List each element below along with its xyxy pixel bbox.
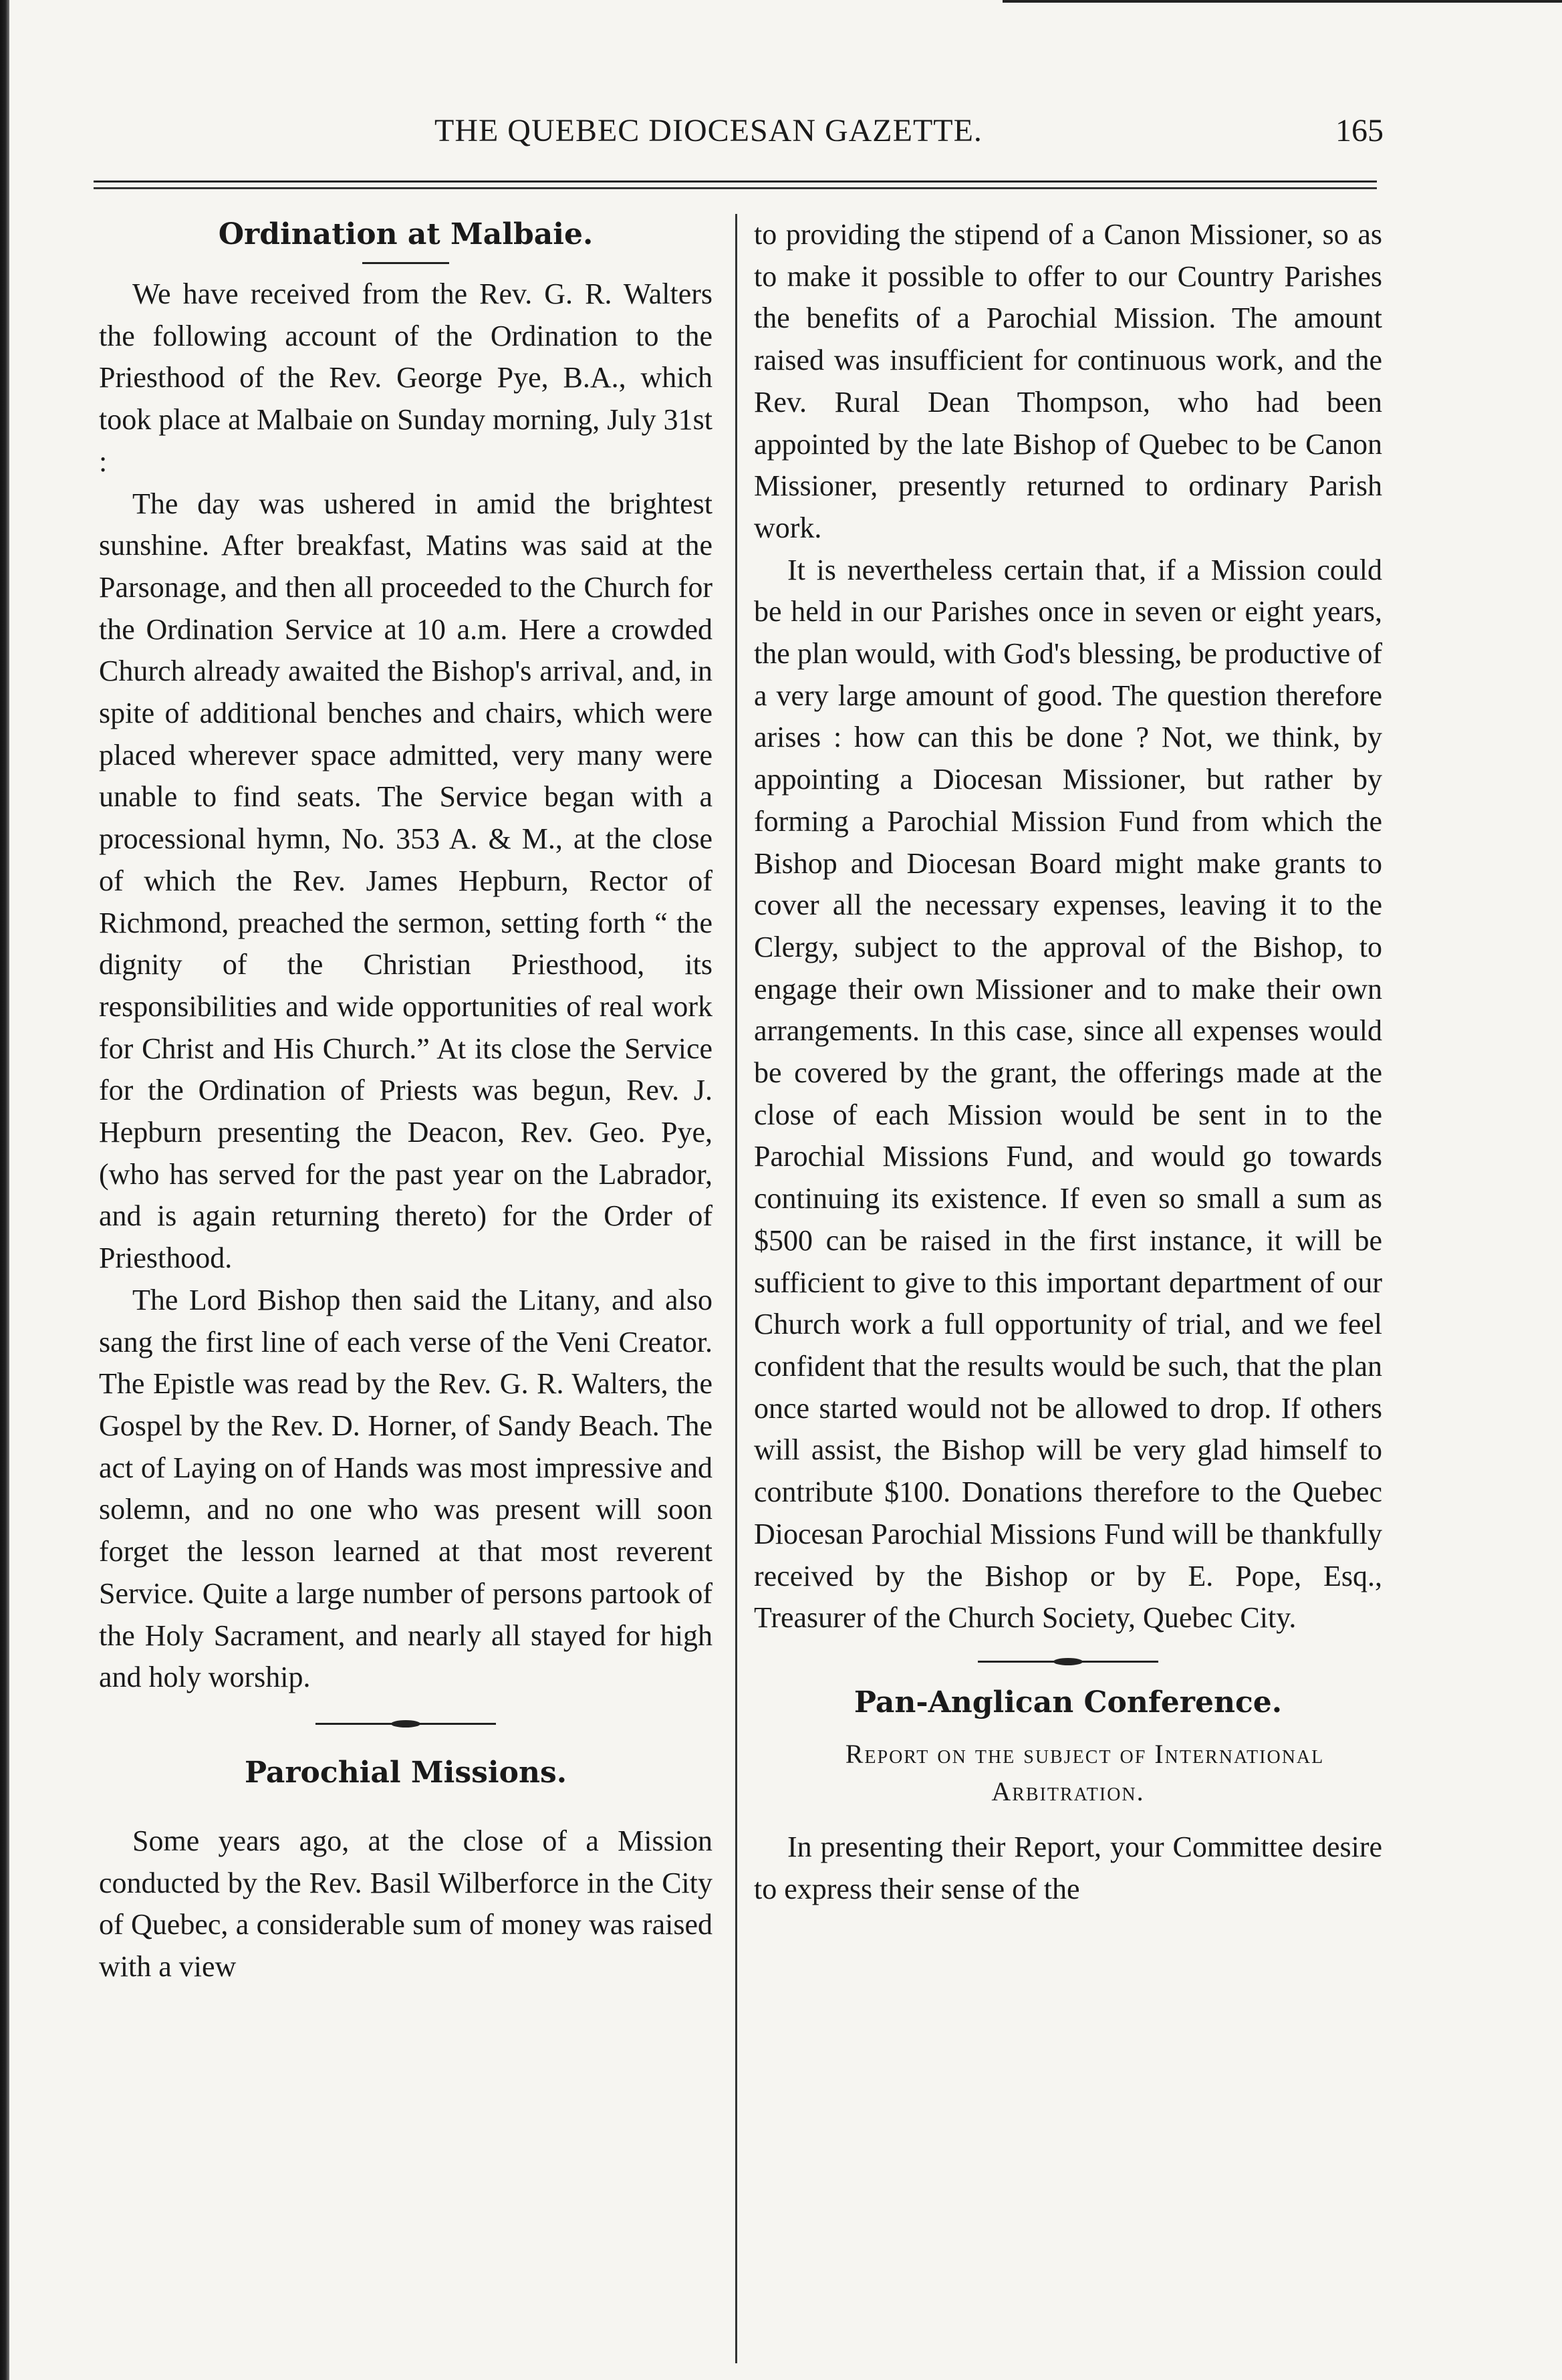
paragraph: It is nevertheless certain that, if a Mission could be held in our Parishes once in seven or eight years, the plan would, with God's blessing, be productive of a very large amount of good. The question therefore arises : how can this be done ? Not, we think, by appointing a Diocesan Missioner, but rather by forming a Parochial Mission Fund from which the Bishop and Diocesan Board might make grants to cover all the necessary expenses, leaving it to the Clergy, subject to the approval of the Bishop, to engage their own Missioner and to make their own arrangements. In this case, since all expenses would be covered by the grant, the offerings made at the close of each Mission would be sent in to the Parochial Missions Fund, and would go towards continuing its existence. If even so small a sum as $500 can be raised in the first instance, it will be sufficient to give to this important department of our Church work a full opportunity of trial, and we feel confident that the results would be such, that the plan once started would not be allowed to drop. If others will assist, the Bishop will be very glad himself to contribute $100. Donations therefore to the Quebec Diocesan Parochial Missions Fund will be thankfully received by the Bishop or by E. Pope, Esq., Treasurer of the Church Society, Quebec City. bbox=[754, 553, 1382, 1635]
right-column bbox=[754, 214, 1382, 1910]
page-top-edge bbox=[1003, 0, 1562, 3]
section-ornament bbox=[978, 1655, 1158, 1667]
page-number: 165 bbox=[1335, 113, 1384, 148]
paragraph: The Lord Bishop then said the Litany, and also sang the first line of each verse of the Veni Creator. The Epistle was read by the Rev. G. R. Walters, the Gospel by the Rev. D. Horner, of Sandy Beach. The act of Laying on of Hands was most impressive and solemn, and no one who was present will soon forget the lesson learned at that most reverent Service. Quite a large number of persons partook of the Holy Sacrament, and nearly all stayed for high and holy worship. bbox=[99, 1283, 712, 1694]
header-rule bbox=[94, 187, 1377, 189]
paragraph: We have received from the Rev. G. R. Walters the following account of the Ordination to the Priesthood of the Rev. George Pye, B.A., which took place at Malbaie on Sunday morning, July 31st : bbox=[99, 277, 712, 478]
paragraph: In presenting their Report, your Committee desire to express their sense of the bbox=[754, 1830, 1382, 1905]
report-subheading: Report on the subject of International Arbitration. bbox=[845, 1738, 1325, 1806]
section-heading: Ordination at Malbaie. bbox=[218, 217, 594, 251]
article-parochial-missions bbox=[99, 1752, 712, 1988]
left-column bbox=[99, 214, 712, 1988]
publication-title: THE QUEBEC DIOCESAN GAZETTE. bbox=[434, 113, 983, 148]
paragraph: Some years ago, at the close of a Mission conducted by the Rev. Basil Wilberforce in the City of Quebec, a considerable sum of money was raised with a view bbox=[99, 1824, 712, 1984]
column-divider bbox=[735, 214, 737, 2363]
paragraph: The day was ushered in amid the brightest sunshine. After breakfast, Matins was said at the Parsonage, and then all proceeded to the Church for the Ordination Service at 10 a.m. Here a crowded Church already awaited the Bishop's arrival, and, in spite of additional benches and chairs, which were placed wherever space admitted, very many were unable to find seats. The Service began with a processional hymn, No. 353 A. & M., at the close of which the Rev. James Hepburn, Rector of Richmond, preached the sermon, setting forth “ the dignity of the Christian Priesthood, its responsibilities and wide opportunities of real work for Christ and His Church.” At its close the Service for the Ordination of Priests was begun, Rev. J. Hepburn presenting the Deacon, Rev. Geo. Pye, (who has served for the past year on the Labrador, and is again returning thereto) for the Order of Priesthood. bbox=[99, 487, 712, 1275]
paragraph-continued: to providing the stipend of a Canon Missioner, so as to make it possible to offer to our Country Parishes the benefits of a Parochial Mission. The amount raised was insufficient for continuous work, and the Rev. Rural Dean Thompson, who had been appointed by the late Bishop of Quebec to be Canon Missioner, presently returned to ordinary Parish work. bbox=[754, 218, 1382, 544]
running-header bbox=[94, 112, 1384, 159]
article-pan-anglican bbox=[754, 1682, 1382, 1910]
header-rule bbox=[94, 181, 1377, 183]
section-heading: Parochial Missions. bbox=[244, 1755, 567, 1790]
article-ordination bbox=[99, 214, 712, 1699]
heading-rule bbox=[362, 262, 449, 264]
section-heading: Pan-Anglican Conference. bbox=[854, 1685, 1283, 1719]
page-binding-edge bbox=[0, 0, 9, 2380]
section-ornament bbox=[315, 1717, 496, 1730]
